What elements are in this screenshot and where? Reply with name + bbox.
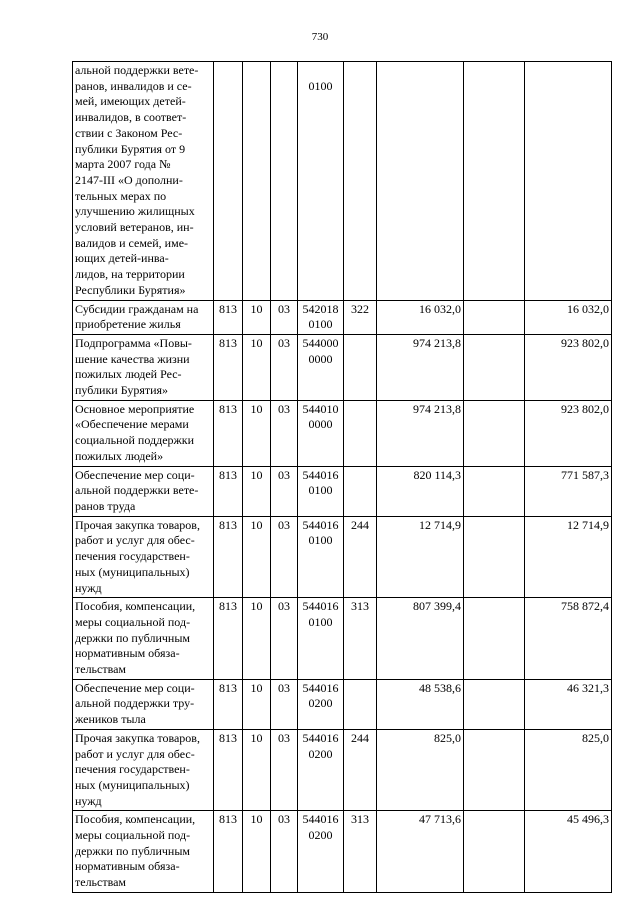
code-line: 0100 (308, 614, 333, 629)
row-name-line: Подпрограмма «Повы- (75, 335, 192, 350)
table-row (73, 679, 612, 729)
row-name-line: Прочая закупка товаров, (75, 730, 200, 745)
table-row (73, 598, 612, 680)
ministry-code: 813 (214, 598, 243, 680)
row-name-line: ранов труда (75, 498, 136, 513)
row-name-line: жеников тыла (75, 712, 146, 727)
code-line: 0200 (308, 828, 333, 843)
expense-type-code (344, 466, 377, 516)
row-name-line: Прочая закупка товаров, (75, 517, 200, 532)
row-name-line: публики Бурятия от 9 (75, 141, 186, 156)
ministry-code: 813 (214, 334, 243, 400)
row-name-line: альной поддержки вете- (75, 483, 199, 498)
ministry-code (214, 62, 243, 301)
code-line: 544016 (302, 812, 339, 827)
row-name-line: Обеспечение мер соци- (75, 680, 195, 695)
row-name-line: улучшению жилищных (75, 204, 195, 219)
expense-type-code (344, 62, 377, 301)
code-line: 0000 (308, 351, 333, 366)
amount-year-1: 974 213,8 (377, 334, 464, 400)
amount-year-2: 45 496,3 (525, 811, 612, 893)
amount-year-2: 923 802,0 (525, 400, 612, 466)
amount-year-2: 16 032,0 (525, 300, 612, 334)
target-article-code (298, 334, 344, 400)
row-name-line: нормативным обяза- (75, 646, 180, 661)
row-name (73, 400, 214, 466)
target-article-code (298, 300, 344, 334)
section-code: 10 (243, 334, 271, 400)
row-name-line: шение качества жизни (75, 351, 190, 366)
section-code: 10 (243, 811, 271, 893)
ministry-code: 813 (214, 679, 243, 729)
row-name-line: нормативным обяза- (75, 859, 180, 874)
amount-year-1: 47 713,6 (377, 811, 464, 893)
section-code: 10 (243, 679, 271, 729)
subsection-code: 03 (271, 466, 298, 516)
amount-year-2: 46 321,3 (525, 679, 612, 729)
expense-type-code: 244 (344, 516, 377, 598)
row-name-line: валидов и семей, име- (75, 235, 189, 250)
row-name-line: тельствам (75, 875, 127, 890)
row-name (73, 334, 214, 400)
amount-year-2: 923 802,0 (525, 334, 612, 400)
section-code: 10 (243, 300, 271, 334)
expense-type-code (344, 679, 377, 729)
amount-year-2 (525, 62, 612, 301)
amount-year-1: 12 714,9 (377, 516, 464, 598)
section-code (243, 62, 271, 301)
row-name (73, 300, 214, 334)
section-code: 10 (243, 598, 271, 680)
row-name-line: альной поддержки тру- (75, 696, 195, 711)
row-name-line: Субсидии гражданам на (75, 301, 199, 316)
subsection-code: 03 (271, 679, 298, 729)
row-name-line: работ и услуг для обес- (75, 533, 195, 548)
code-line: 542018 (302, 301, 339, 316)
empty-cell (464, 516, 525, 598)
empty-cell (464, 466, 525, 516)
amount-year-1 (377, 62, 464, 301)
row-name-line: ных (муниципальных) (75, 564, 190, 579)
amount-year-2: 771 587,3 (525, 466, 612, 516)
row-name-line: пожилых людей Рес- (75, 367, 182, 382)
amount-year-1: 807 399,4 (377, 598, 464, 680)
target-article-code (298, 62, 344, 301)
row-name (73, 516, 214, 598)
expense-type-code (344, 400, 377, 466)
table-body (73, 62, 612, 893)
empty-cell (464, 811, 525, 893)
code-line: 0200 (308, 696, 333, 711)
subsection-code: 03 (271, 811, 298, 893)
empty-cell (464, 62, 525, 301)
section-code: 10 (243, 466, 271, 516)
amount-year-2: 825,0 (525, 729, 612, 811)
section-code: 10 (243, 516, 271, 598)
row-name-line: держки по публичным (75, 843, 190, 858)
row-name-line: работ и услуг для обес- (75, 746, 195, 761)
row-name-line: Пособия, компенсации, (75, 812, 196, 827)
target-article-code (298, 598, 344, 680)
expense-type-code (344, 334, 377, 400)
row-name (73, 598, 214, 680)
target-article-code (298, 729, 344, 811)
row-name-line: мей, имеющих детей- (75, 94, 186, 109)
row-name-line: ющих детей-инва- (75, 251, 169, 266)
table-row (73, 400, 612, 466)
code-line: 544016 (302, 517, 339, 532)
row-name-line: тельных мерах по (75, 188, 167, 203)
row-name-line: «Обеспечение мерами (75, 417, 189, 432)
target-article-code (298, 679, 344, 729)
row-name-line: лидов, на территории (75, 267, 185, 282)
target-article-code (298, 811, 344, 893)
target-article-code (298, 466, 344, 516)
ministry-code: 813 (214, 400, 243, 466)
row-name-line: ствии с Законом Рес- (75, 125, 183, 140)
expense-type-code: 322 (344, 300, 377, 334)
amount-year-1: 825,0 (377, 729, 464, 811)
empty-cell (464, 334, 525, 400)
row-name (73, 62, 214, 301)
section-code: 10 (243, 729, 271, 811)
table-row (73, 300, 612, 334)
row-name-line: печения государствен- (75, 762, 190, 777)
subsection-code (271, 62, 298, 301)
row-name-line: тельствам (75, 662, 127, 677)
code-line: 0100 (308, 533, 333, 548)
row-name-line: Республики Бурятия» (75, 282, 186, 297)
section-code: 10 (243, 400, 271, 466)
empty-cell (464, 400, 525, 466)
table-row (73, 516, 612, 598)
ministry-code: 813 (214, 516, 243, 598)
ministry-code: 813 (214, 300, 243, 334)
row-name-line: Обеспечение мер соци- (75, 467, 195, 482)
table-row (73, 729, 612, 811)
code-line: 0100 (308, 483, 333, 498)
table-row (73, 466, 612, 516)
target-article-code (298, 516, 344, 598)
row-name (73, 679, 214, 729)
table-row (73, 62, 612, 301)
amount-year-1: 974 213,8 (377, 400, 464, 466)
empty-cell (464, 679, 525, 729)
amount-year-2: 758 872,4 (525, 598, 612, 680)
page-number: 730 (311, 31, 329, 43)
expense-type-code: 244 (344, 729, 377, 811)
row-name-line: ранов, инвалидов и се- (75, 78, 192, 93)
subsection-code: 03 (271, 729, 298, 811)
subsection-code: 03 (271, 300, 298, 334)
ministry-code: 813 (214, 729, 243, 811)
amount-year-1: 820 114,3 (377, 466, 464, 516)
amount-year-2: 12 714,9 (525, 516, 612, 598)
table-row (73, 811, 612, 893)
subsection-code: 03 (271, 334, 298, 400)
row-name-line: ных (муниципальных) (75, 777, 190, 792)
code-line: 0000 (308, 417, 333, 432)
target-article-code (298, 400, 344, 466)
amount-year-1: 16 032,0 (377, 300, 464, 334)
row-name-line: меры социальной под- (75, 614, 191, 629)
row-name-line: Пособия, компенсации, (75, 599, 196, 614)
row-name-line: альной поддержки вете- (75, 63, 199, 77)
row-name (73, 811, 214, 893)
code-line: 544016 (302, 599, 339, 614)
amount-year-1: 48 538,6 (377, 679, 464, 729)
code-line: 544000 (302, 335, 339, 350)
subsection-code: 03 (271, 598, 298, 680)
row-name-line: печения государствен- (75, 549, 190, 564)
row-name (73, 729, 214, 811)
row-name-line: Основное мероприятие (75, 401, 195, 416)
row-name-line: нужд (75, 793, 102, 808)
subsection-code: 03 (271, 516, 298, 598)
row-name-line: меры социальной под- (75, 828, 191, 843)
budget-table (72, 61, 612, 893)
empty-cell (464, 300, 525, 334)
row-name-line: инвалидов, в соответ- (75, 110, 187, 125)
code-line: 544016 (302, 680, 339, 695)
code-line: 0200 (308, 746, 333, 761)
row-name-line: социальной поддержки (75, 433, 195, 448)
expense-type-code: 313 (344, 811, 377, 893)
code-line: 0100 (308, 78, 333, 93)
empty-cell (464, 598, 525, 680)
row-name-line: марта 2007 года № (75, 157, 171, 172)
table-row (73, 334, 612, 400)
ministry-code: 813 (214, 811, 243, 893)
row-name-line: нужд (75, 580, 102, 595)
code-line: 544016 (302, 730, 339, 745)
empty-cell (464, 729, 525, 811)
row-name-line: 2147-III «О дополни- (75, 172, 183, 187)
row-name-line: держки по публичным (75, 630, 190, 645)
row-name-line: условий ветеранов, ин- (75, 220, 194, 235)
row-name-line: приобретение жилья (75, 317, 181, 332)
code-line: 0100 (308, 317, 333, 332)
expense-type-code: 313 (344, 598, 377, 680)
row-name (73, 466, 214, 516)
code-line (300, 63, 341, 79)
code-line: 544010 (302, 401, 339, 416)
subsection-code: 03 (271, 400, 298, 466)
row-name-line: пожилых людей» (75, 448, 164, 463)
row-name-line: публики Бурятия» (75, 383, 169, 398)
ministry-code: 813 (214, 466, 243, 516)
code-line: 544016 (302, 467, 339, 482)
